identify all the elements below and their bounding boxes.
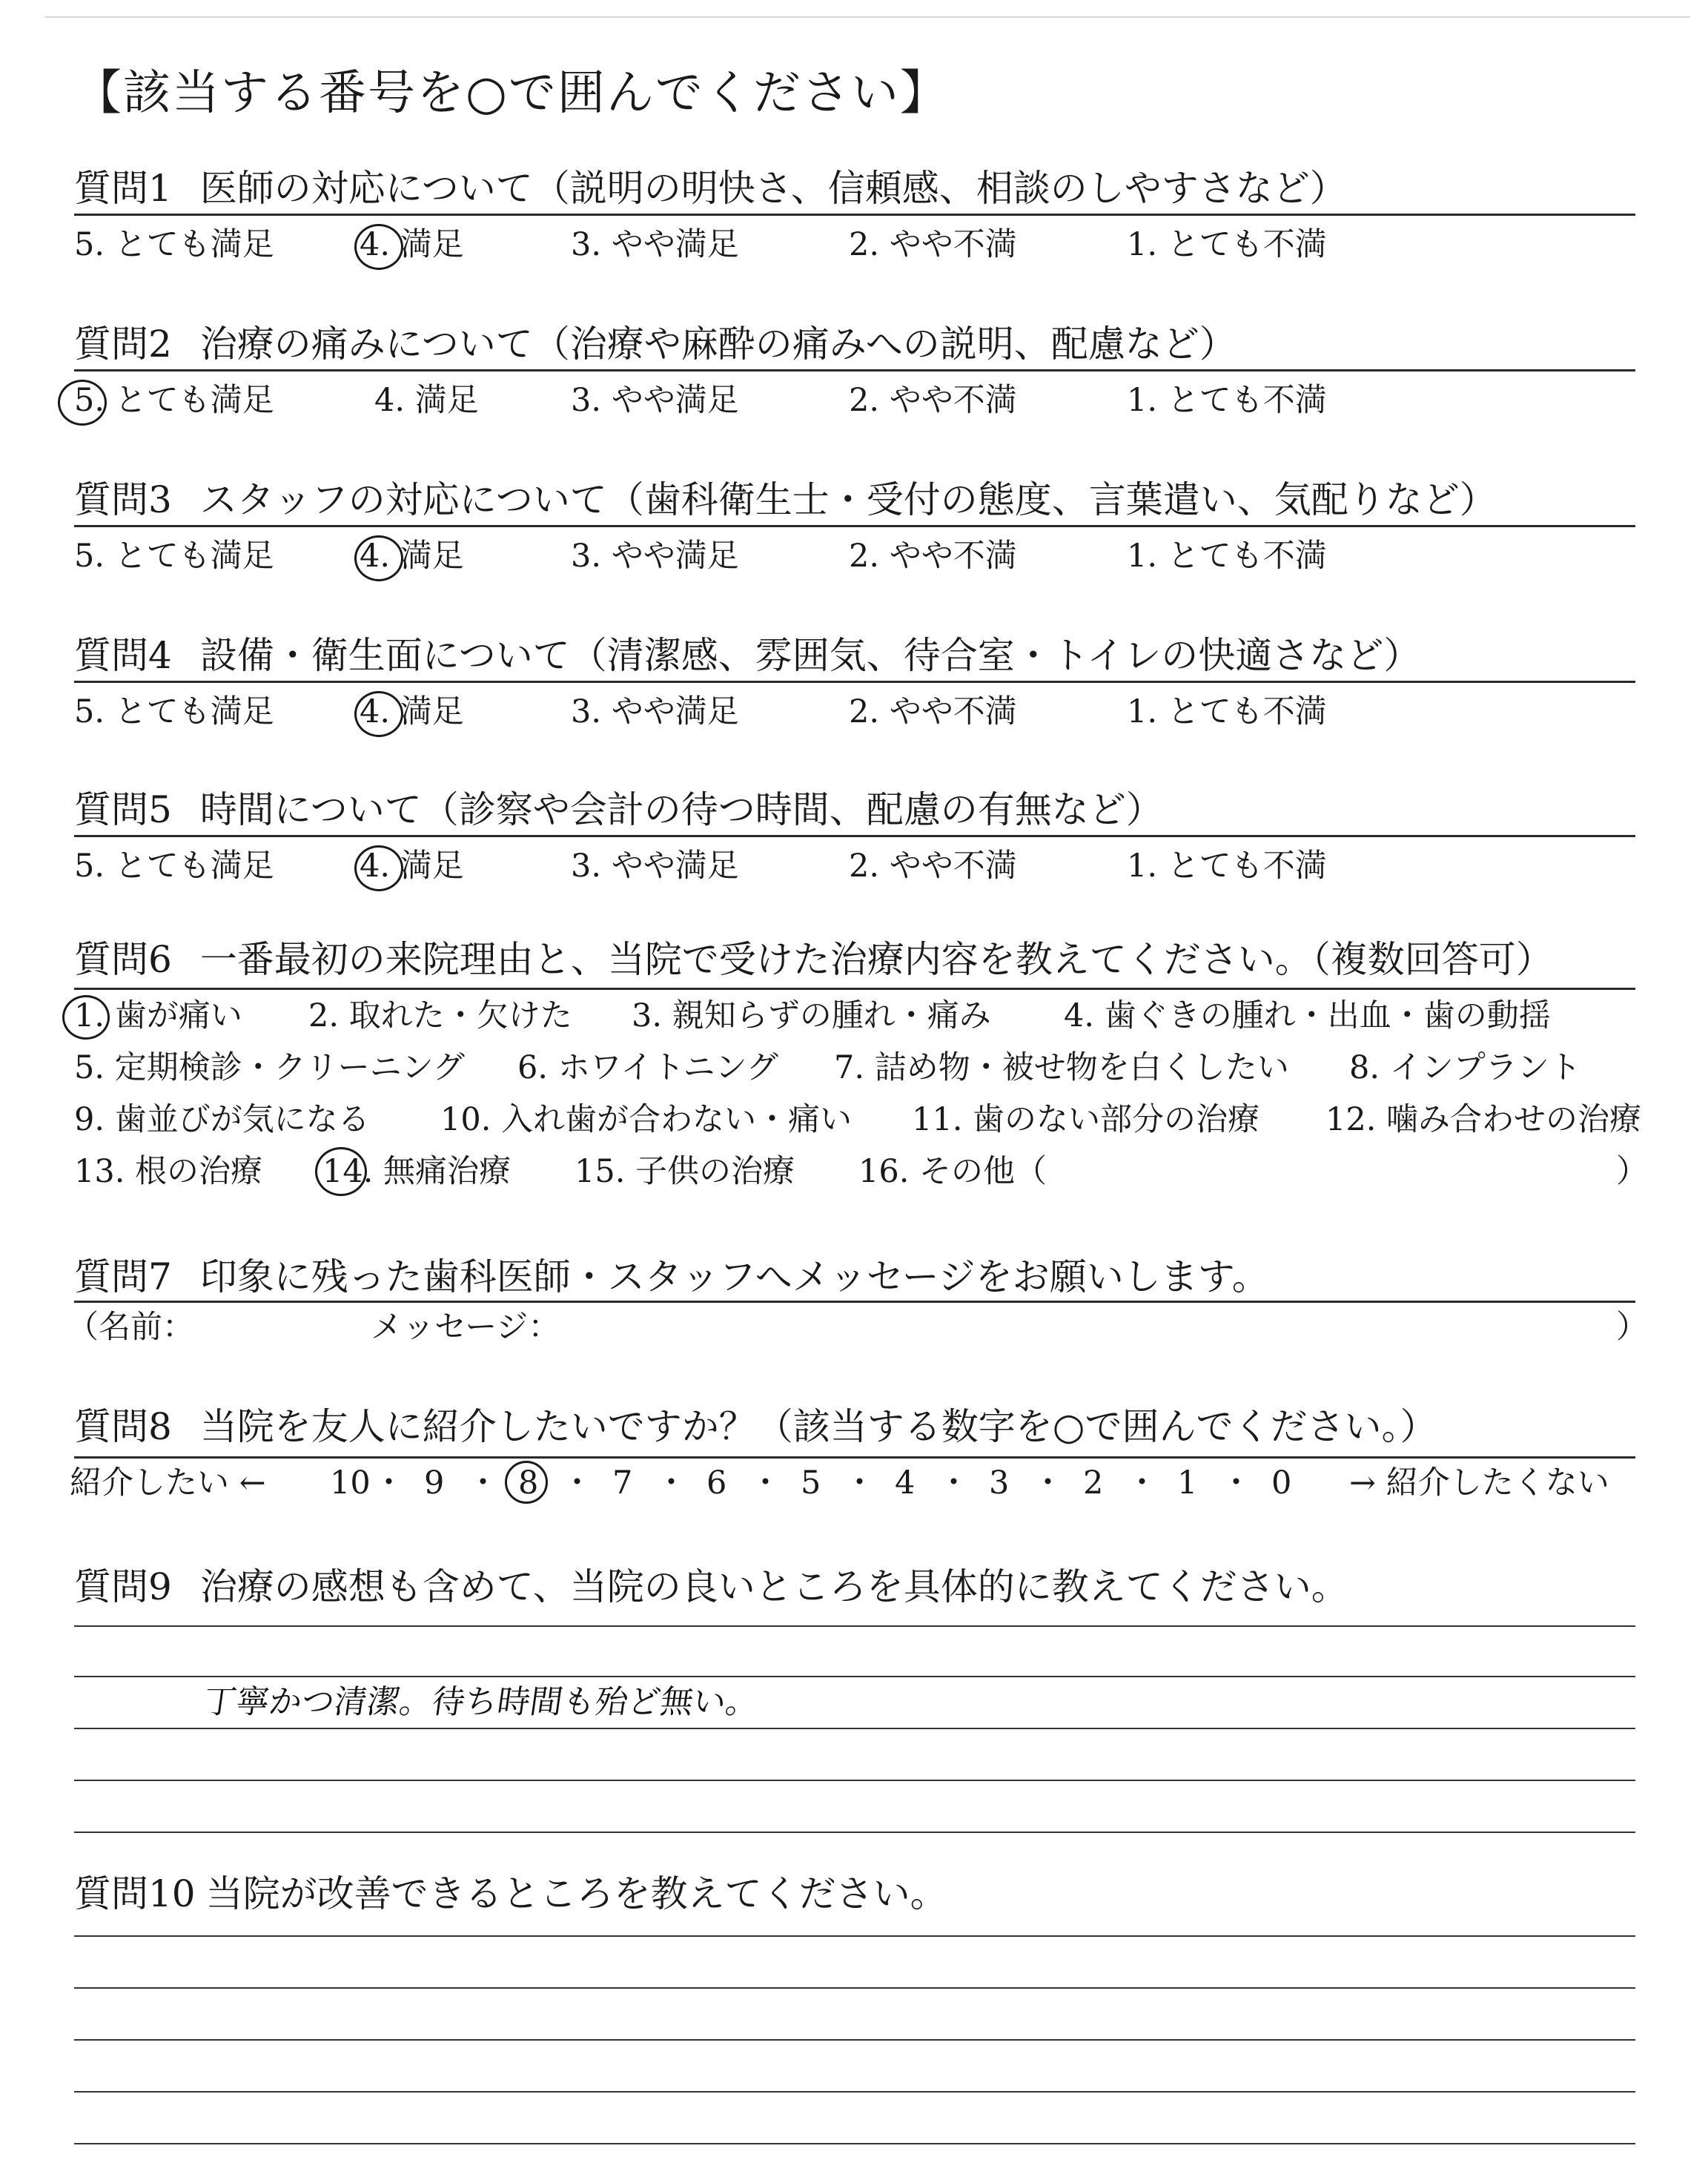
scale-value-4[interactable]: 4	[895, 1464, 916, 1502]
selection-circle	[354, 224, 403, 270]
reason-option-7[interactable]: 7. 詰め物・被せ物を白くしたい	[834, 1049, 1289, 1086]
reason-option-5[interactable]: 5. 定期検診・クリーニング	[74, 1049, 465, 1086]
scale-separator: ・	[844, 1464, 875, 1502]
question-underline	[74, 1456, 1635, 1459]
answer-line	[74, 2143, 1635, 2144]
question-text: 設備・衛生面について（清潔感、雰囲気、待合室・トイレの快適さなど）	[199, 634, 1421, 677]
scale-value-5[interactable]: 5	[801, 1464, 821, 1502]
rating-option-5[interactable]: 5. とても満足	[74, 538, 274, 575]
selection-circle	[354, 535, 403, 581]
scale-separator: ・	[655, 1464, 687, 1502]
rating-option-1[interactable]: 1. とても不満	[1127, 382, 1327, 419]
rating-option-5[interactable]: 5. とても満足	[74, 693, 274, 730]
recommend-left-label: 紹介したい ←	[70, 1464, 266, 1502]
reason-option-8[interactable]: 8. インプラント	[1349, 1049, 1581, 1086]
reason-option-11[interactable]: 11. 歯のない部分の治療	[912, 1101, 1260, 1138]
rating-option-5[interactable]: 5. とても満足	[74, 382, 274, 419]
recommend-right-label: → 紹介したくない	[1349, 1464, 1609, 1502]
scale-value-2[interactable]: 2	[1083, 1464, 1104, 1502]
answer-line	[74, 1728, 1635, 1729]
name-label: （名前：	[67, 1309, 194, 1346]
rating-option-2[interactable]: 2. やや不満	[849, 538, 1017, 575]
question-text: スタッフの対応について（歯科衛生士・受付の態度、言葉遣い、気配りなど）	[199, 478, 1497, 521]
answer-line	[74, 1625, 1635, 1627]
selection-circle	[62, 995, 110, 1040]
answer-line	[74, 1780, 1635, 1781]
rating-option-4[interactable]: 4. 満足	[360, 693, 464, 730]
question-number: 質問3	[74, 478, 172, 521]
rating-option-2[interactable]: 2. やや不満	[849, 226, 1017, 263]
question-underline	[74, 835, 1635, 837]
question-number: 質問8	[74, 1405, 172, 1448]
scale-separator: ・	[938, 1464, 970, 1502]
reason-option-1[interactable]: 1. 歯が痛い	[74, 997, 242, 1034]
question-number: 質問5	[74, 788, 172, 831]
rating-option-1[interactable]: 1. とても不満	[1127, 538, 1327, 575]
reason-option-10[interactable]: 10. 入れ歯が合わない・痛い	[440, 1101, 853, 1138]
scale-separator: ・	[1220, 1464, 1252, 1502]
rating-option-1[interactable]: 1. とても不満	[1127, 226, 1327, 263]
scale-value-3[interactable]: 3	[989, 1464, 1010, 1502]
scale-value-10[interactable]: 10	[330, 1464, 371, 1502]
rating-option-1[interactable]: 1. とても不満	[1127, 693, 1327, 730]
question-underline	[74, 525, 1635, 527]
reason-option-2[interactable]: 2. 取れた・欠けた	[308, 997, 572, 1034]
answer-line	[74, 1676, 1635, 1677]
selection-circle	[58, 380, 107, 426]
question-text: 医師の対応について（説明の明快さ、信頼感、相談のしやすさなど）	[199, 167, 1347, 210]
question-number: 質問4	[74, 634, 172, 677]
rating-option-3[interactable]: 3. やや満足	[571, 226, 739, 263]
scale-separator: ・	[373, 1464, 405, 1502]
scale-value-7[interactable]: 7	[612, 1464, 633, 1502]
question-underline	[74, 214, 1635, 216]
reason-option-13[interactable]: 13. 根の治療	[74, 1153, 263, 1190]
answer-line	[74, 2039, 1635, 2041]
rating-option-2[interactable]: 2. やや不満	[849, 693, 1017, 730]
question-text: 印象に残った歯科医師・スタッフへメッセージをお願いします。	[199, 1255, 1269, 1298]
message-label: メッセージ：	[371, 1309, 560, 1346]
rating-option-4[interactable]: 4. 満足	[374, 382, 479, 419]
rating-option-2[interactable]: 2. やや不満	[849, 848, 1017, 885]
answer-line	[74, 1832, 1635, 1833]
scale-separator: ・	[749, 1464, 781, 1502]
selection-circle	[354, 845, 403, 891]
reason-option-9[interactable]: 9. 歯並びが気になる	[74, 1101, 370, 1138]
handwritten-answer[interactable]: 丁寧かつ清潔。待ち時間も殆ど無い。	[201, 1683, 761, 1721]
question-number: 質問6	[74, 938, 172, 981]
selection-circle	[315, 1147, 367, 1196]
scale-value-8[interactable]: 8	[518, 1464, 539, 1502]
rating-option-3[interactable]: 3. やや満足	[571, 382, 739, 419]
question-text: 時間について（診察や会計の待つ時間、配慮の有無など）	[199, 788, 1163, 831]
message-close-paren: ）	[1616, 1309, 1648, 1346]
question-number: 質問10	[74, 1872, 196, 1915]
question-text: 治療の痛みについて（治療や麻酔の痛みへの説明、配慮など）	[199, 323, 1237, 366]
answer-line	[74, 2091, 1635, 2093]
question-underline	[74, 1301, 1635, 1303]
question-number: 質問1	[74, 167, 172, 210]
scale-separator: ・	[1126, 1464, 1158, 1502]
answer-line	[74, 1935, 1635, 1937]
question-underline	[74, 681, 1635, 683]
selection-circle	[505, 1461, 548, 1504]
selection-circle	[354, 691, 403, 737]
other-close-paren: ）	[1616, 1153, 1648, 1190]
rating-option-3[interactable]: 3. やや満足	[571, 538, 739, 575]
rating-option-4[interactable]: 4. 満足	[360, 226, 464, 263]
reason-option-12[interactable]: 12. 噛み合わせの治療	[1325, 1101, 1642, 1138]
reason-option-3[interactable]: 3. 親知らずの腫れ・痛み	[632, 997, 991, 1034]
question-number: 質問2	[74, 323, 172, 366]
question-underline	[74, 369, 1635, 371]
reason-option-16[interactable]: 16. その他（	[858, 1153, 1047, 1190]
rating-option-3[interactable]: 3. やや満足	[571, 848, 739, 885]
top-border	[44, 16, 1690, 18]
question-underline	[74, 988, 1635, 990]
rating-option-2[interactable]: 2. やや不満	[849, 382, 1017, 419]
rating-option-1[interactable]: 1. とても不満	[1127, 848, 1327, 885]
question-number: 質問7	[74, 1255, 172, 1298]
scale-value-0[interactable]: 0	[1271, 1464, 1292, 1502]
rating-option-3[interactable]: 3. やや満足	[571, 693, 739, 730]
scale-value-9[interactable]: 9	[424, 1464, 445, 1502]
answer-line	[74, 1987, 1635, 1989]
reason-option-15[interactable]: 15. 子供の治療	[575, 1153, 795, 1190]
scale-value-6[interactable]: 6	[706, 1464, 727, 1502]
scale-value-1[interactable]: 1	[1177, 1464, 1198, 1502]
question-text: 当院が改善できるところを教えてください。	[205, 1872, 947, 1915]
question-text: 一番最初の来院理由と、当院で受けた治療内容を教えてください。（複数回答可）	[199, 938, 1553, 981]
form-instruction-title: 【該当する番号を○で囲んでください】	[74, 66, 949, 121]
rating-option-5[interactable]: 5. とても満足	[74, 226, 274, 263]
scale-separator: ・	[467, 1464, 499, 1502]
rating-option-5[interactable]: 5. とても満足	[74, 848, 274, 885]
question-text: 当院を友人に紹介したいですか？（該当する数字を○で囲んでください。）	[199, 1405, 1437, 1448]
scale-separator: ・	[1032, 1464, 1064, 1502]
rating-option-4[interactable]: 4. 満足	[360, 848, 464, 885]
reason-option-4[interactable]: 4. 歯ぐきの腫れ・出血・歯の動揺	[1064, 997, 1551, 1034]
rating-option-4[interactable]: 4. 満足	[360, 538, 464, 575]
reason-option-14[interactable]: 14. 無痛治療	[322, 1153, 512, 1190]
scale-separator: ・	[561, 1464, 593, 1502]
question-text: 治療の感想も含めて、当院の良いところを具体的に教えてください。	[199, 1565, 1348, 1608]
reason-option-6[interactable]: 6. ホワイトニング	[517, 1049, 778, 1086]
question-number: 質問9	[74, 1565, 172, 1608]
